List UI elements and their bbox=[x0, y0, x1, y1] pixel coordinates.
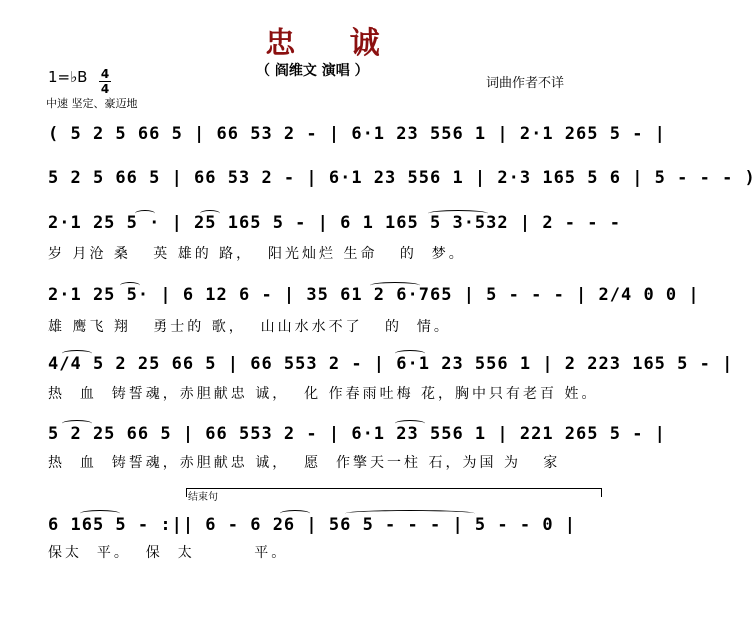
slur-mark bbox=[370, 282, 420, 289]
slur-mark bbox=[62, 420, 92, 427]
lyric-line-2: 雄 鹰飞 翔 勇士的 歌， 山山水水不了 的 情。 bbox=[48, 319, 451, 335]
notation-line-4: 2·1 25 5· | 6 12 6 - | 35 61 2 6·765 | 5 - - - | 2/4 0 0 | bbox=[48, 285, 700, 305]
tempo-marking: 中速 坚定、豪迈地 bbox=[46, 97, 138, 110]
meter-top: 4 bbox=[100, 67, 110, 81]
performer-credit: （ 阎维文 演唱 ） bbox=[256, 63, 369, 79]
ending-label: 结束句 bbox=[188, 492, 218, 503]
slur-mark bbox=[395, 420, 425, 427]
slur-mark bbox=[135, 210, 155, 217]
slur-mark bbox=[428, 210, 488, 217]
meter-bottom: 4 bbox=[100, 82, 110, 96]
notation-line-6: 5 2 25 66 5 | 66 553 2 - | 6·1 23 556 1 | 221 265 5 - | bbox=[48, 424, 666, 444]
lyric-line-5: 保太 平。 保 太 平。 bbox=[48, 545, 289, 561]
song-title: 忠 诚 bbox=[265, 26, 402, 61]
slur-mark bbox=[345, 510, 475, 517]
notation-line-3: 2·1 25 5 · | 25 165 5 - | 6 1 165 5 3·532 | 2 - - - bbox=[48, 213, 621, 233]
key-signature: 1=♭B bbox=[48, 68, 88, 86]
notation-line-2: 5 2 5 66 5 | 66 53 2 - | 6·1 23 556 1 | 2·3 165 5 6 | 5 - - - ) bbox=[48, 168, 756, 188]
slur-mark bbox=[280, 510, 310, 517]
slur-mark bbox=[80, 510, 120, 517]
slur-mark bbox=[395, 350, 425, 357]
notation-line-1: ( 5 2 5 66 5 | 66 53 2 - | 6·1 23 556 1 | 2·1 265 5 - | bbox=[48, 124, 666, 144]
lyric-line-1: 岁 月沧 桑 英 雄的 路， 阳光灿烂 生命 的 梦。 bbox=[48, 246, 466, 262]
slur-mark bbox=[62, 350, 92, 357]
notation-line-7: 6 165 5 - :|| 6 - 6 26 | 56 5 - - - | 5 - - 0 | bbox=[48, 515, 577, 535]
lyric-line-3: 热 血 铸誓魂，赤胆献忠 诚， 化 作春雨吐梅 花，胸中只有老百 姓。 bbox=[48, 386, 599, 402]
notation-line-5: 4/4 5 2 25 66 5 | 66 553 2 - | 6·1 23 556 1 | 2 223 165 5 - | bbox=[48, 354, 734, 374]
time-signature bbox=[99, 68, 111, 95]
ending-bracket bbox=[186, 488, 602, 497]
author-credit: 词曲作者不详 bbox=[486, 76, 565, 91]
lyric-line-4: 热 血 铸誓魂，赤胆献忠 诚， 愿 作擎天一柱 石，为国 为 家 bbox=[48, 455, 561, 471]
slur-mark bbox=[120, 282, 140, 289]
slur-mark bbox=[200, 210, 220, 217]
